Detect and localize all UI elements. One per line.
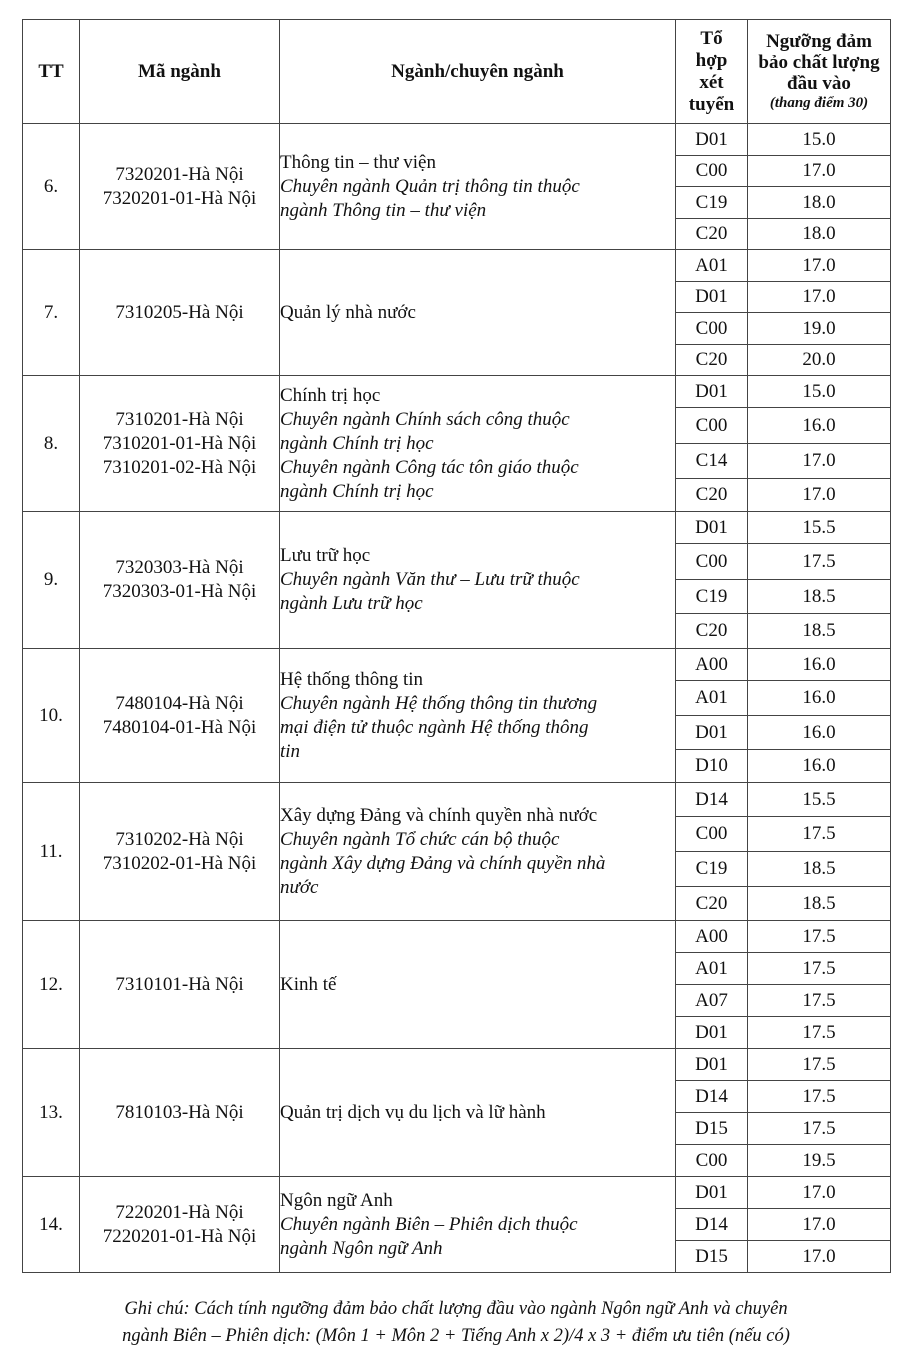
header-combo-line: xét — [699, 71, 724, 93]
threshold-score: 17.5 — [748, 1017, 891, 1049]
header-combo-line: hợp — [695, 49, 728, 71]
major-code: 7320201-Hà Nội — [115, 163, 244, 185]
subject-combination: D14 — [676, 783, 748, 817]
threshold-score: 17.5 — [748, 953, 891, 985]
header-threshold-line: đầu vào — [787, 73, 851, 94]
subject-combination: D15 — [676, 1241, 748, 1273]
subject-combination: C20 — [676, 887, 748, 921]
major-name: Hệ thống thông tin — [280, 668, 424, 690]
header-combo-line: tuyển — [688, 93, 735, 115]
table-row — [23, 250, 891, 282]
threshold-score: 18.5 — [748, 580, 891, 614]
header-code: Mã ngành — [80, 20, 280, 124]
footnote — [22, 1296, 890, 1350]
threshold-score: 17.0 — [748, 156, 891, 187]
major-code: 7320303-Hà Nội — [115, 557, 244, 578]
major-name: Quản trị dịch vụ du lịch và lữ hành — [280, 1101, 546, 1123]
specialization-line: Chuyên ngành Chính sách công thuộc — [280, 408, 570, 430]
threshold-score: 17.5 — [748, 1081, 891, 1113]
threshold-score: 18.5 — [748, 887, 891, 921]
threshold-score: 16.0 — [748, 649, 891, 681]
major-code: 7320303-01-Hà Nội — [102, 581, 257, 602]
table-row — [23, 649, 891, 681]
major-code: 7310205-Hà Nội — [115, 301, 244, 323]
row-number: 10. — [23, 649, 80, 783]
threshold-score: 17.0 — [748, 1209, 891, 1241]
header-combo-line: Tổ — [700, 27, 723, 49]
subject-combination: A07 — [676, 985, 748, 1017]
major-code: 7310202-Hà Nội — [115, 828, 244, 850]
major-code-cell — [80, 1177, 280, 1273]
row-number: 7. — [23, 250, 80, 376]
major-code: 7310201-01-Hà Nội — [102, 432, 257, 454]
subject-combination: D15 — [676, 1113, 748, 1145]
major-name: Chính trị học — [280, 384, 381, 406]
specialization-line: Chuyên ngành Tổ chức cán bộ thuộc — [280, 828, 560, 850]
specialization-line: ngành Chính trị học — [280, 432, 434, 454]
subject-combination: A01 — [676, 953, 748, 985]
specialization-line: Chuyên ngành Văn thư – Lưu trữ thuộc — [280, 569, 580, 590]
threshold-score: 18.5 — [748, 852, 891, 887]
row-number: 11. — [23, 783, 80, 921]
subject-combination: C19 — [676, 852, 748, 887]
row-number: 8. — [23, 376, 80, 512]
subject-combination: D14 — [676, 1081, 748, 1113]
major-code: 7310201-Hà Nội — [115, 408, 244, 430]
major-name-cell — [280, 376, 676, 512]
table-row — [23, 921, 891, 953]
threshold-score: 15.0 — [748, 376, 891, 408]
major-code: 7220201-Hà Nội — [115, 1201, 244, 1223]
threshold-score: 15.5 — [748, 783, 891, 817]
subject-combination: C00 — [676, 408, 748, 444]
threshold-score: 17.5 — [748, 817, 891, 852]
specialization-line: ngành Lưu trữ học — [280, 593, 423, 614]
table-body — [23, 124, 891, 1273]
major-code: 7310202-01-Hà Nội — [102, 852, 257, 874]
subject-combination: D01 — [676, 1017, 748, 1049]
major-name: Thông tin – thư viện — [280, 151, 436, 173]
table-row — [23, 376, 891, 408]
threshold-score: 15.5 — [748, 512, 891, 544]
header-tt: TT — [23, 20, 80, 124]
subject-combination: A00 — [676, 649, 748, 681]
subject-combination: D01 — [676, 1049, 748, 1081]
threshold-score: 16.0 — [748, 681, 891, 716]
threshold-score: 17.0 — [748, 1177, 891, 1209]
threshold-score: 19.5 — [748, 1145, 891, 1177]
header-name: Ngành/chuyên ngành — [280, 20, 676, 124]
major-code: 7320201-01-Hà Nội — [102, 187, 257, 209]
header-threshold-scale: (thang điểm 30) — [769, 95, 869, 111]
subject-combination: C20 — [676, 219, 748, 250]
major-name: Ngôn ngữ Anh — [280, 1189, 393, 1211]
threshold-score: 18.5 — [748, 614, 891, 649]
specialization-line: nước — [280, 876, 319, 898]
row-number: 6. — [23, 124, 80, 250]
major-name-cell — [280, 921, 676, 1049]
row-number: 13. — [23, 1049, 80, 1177]
threshold-score: 17.5 — [748, 1049, 891, 1081]
threshold-score: 17.0 — [748, 479, 891, 512]
major-name-cell — [280, 512, 676, 649]
header-threshold-line: Ngưỡng đảm — [766, 31, 872, 52]
threshold-score: 20.0 — [748, 345, 891, 376]
threshold-score: 17.0 — [748, 250, 891, 282]
major-code-cell — [80, 376, 280, 512]
subject-combination: C20 — [676, 479, 748, 512]
row-number: 9. — [23, 512, 80, 649]
table-row — [23, 512, 891, 544]
table-row — [23, 783, 891, 817]
major-name-cell — [280, 124, 676, 250]
specialization-line: mại điện tử thuộc ngành Hệ thống thông — [280, 716, 589, 738]
subject-combination: D01 — [676, 716, 748, 750]
major-name-cell — [280, 1049, 676, 1177]
header-threshold — [748, 20, 891, 124]
major-code-cell — [80, 649, 280, 783]
specialization-line: Chuyên ngành Quản trị thông tin thuộc — [280, 175, 580, 197]
header-threshold-line: bảo chất lượng — [758, 52, 880, 73]
subject-combination: C00 — [676, 313, 748, 345]
major-name: Kinh tế — [280, 973, 337, 995]
major-code-cell — [80, 250, 280, 376]
specialization-line: Chuyên ngành Hệ thống thông tin thương — [280, 692, 598, 714]
threshold-score: 17.5 — [748, 544, 891, 580]
subject-combination: C00 — [676, 156, 748, 187]
specialization-line: Chuyên ngành Biên – Phiên dịch thuộc — [280, 1213, 578, 1235]
subject-combination: A01 — [676, 681, 748, 716]
subject-combination: C19 — [676, 580, 748, 614]
subject-combination: D01 — [676, 282, 748, 313]
subject-combination: D01 — [676, 512, 748, 544]
threshold-score: 16.0 — [748, 750, 891, 783]
table-row — [23, 1177, 891, 1209]
threshold-score: 17.0 — [748, 282, 891, 313]
threshold-score: 19.0 — [748, 313, 891, 345]
threshold-score: 18.0 — [748, 219, 891, 250]
major-code: 7220201-01-Hà Nội — [102, 1225, 257, 1247]
major-code-cell — [80, 783, 280, 921]
major-code: 7810103-Hà Nội — [115, 1101, 244, 1123]
table-row — [23, 1049, 891, 1081]
threshold-score: 16.0 — [748, 408, 891, 444]
subject-combination: C19 — [676, 187, 748, 219]
subject-combination: D14 — [676, 1209, 748, 1241]
row-number: 12. — [23, 921, 80, 1049]
major-code-cell — [80, 124, 280, 250]
major-name-cell — [280, 250, 676, 376]
major-code-cell — [80, 921, 280, 1049]
threshold-score: 17.5 — [748, 985, 891, 1017]
subject-combination: C20 — [676, 345, 748, 376]
major-name-cell — [280, 783, 676, 921]
header-combo — [676, 20, 748, 124]
specialization-line: ngành Ngôn ngữ Anh — [280, 1237, 443, 1259]
specialization-line: Chuyên ngành Công tác tôn giáo thuộc — [280, 456, 579, 478]
subject-combination: C00 — [676, 817, 748, 852]
specialization-line: ngành Chính trị học — [280, 480, 434, 502]
subject-combination: D10 — [676, 750, 748, 783]
subject-combination: C20 — [676, 614, 748, 649]
subject-combination: C14 — [676, 444, 748, 479]
threshold-score: 18.0 — [748, 187, 891, 219]
subject-combination: A00 — [676, 921, 748, 953]
specialization-line: ngành Thông tin – thư viện — [280, 199, 487, 221]
table-header-row — [23, 20, 891, 124]
subject-combination: A01 — [676, 250, 748, 282]
major-code: 7480104-Hà Nội — [115, 692, 244, 714]
threshold-score: 17.0 — [748, 1241, 891, 1273]
subject-combination: C00 — [676, 544, 748, 580]
threshold-score: 17.5 — [748, 1113, 891, 1145]
major-name-cell — [280, 1177, 676, 1273]
subject-combination: C00 — [676, 1145, 748, 1177]
admission-threshold-table — [22, 19, 891, 1273]
major-code: 7310201-02-Hà Nội — [102, 456, 257, 478]
threshold-score: 16.0 — [748, 716, 891, 750]
threshold-score: 17.0 — [748, 444, 891, 479]
footnote-line: ngành Biên – Phiên dịch: (Môn 1 + Môn 2 + Tiếng Anh x 2)/4 x 3 + điểm ưu tiên (nếu có) — [122, 1326, 790, 1346]
major-name-cell — [280, 649, 676, 783]
table-row — [23, 124, 891, 156]
specialization-line: tin — [280, 740, 301, 762]
major-code-cell — [80, 512, 280, 649]
major-name: Xây dựng Đảng và chính quyền nhà nước — [280, 804, 598, 826]
threshold-score: 15.0 — [748, 124, 891, 156]
major-code: 7480104-01-Hà Nội — [102, 716, 257, 738]
major-code-cell — [80, 1049, 280, 1177]
subject-combination: D01 — [676, 124, 748, 156]
major-code: 7310101-Hà Nội — [115, 973, 244, 995]
major-name: Quản lý nhà nước — [280, 301, 416, 323]
subject-combination: D01 — [676, 1177, 748, 1209]
major-name: Lưu trữ học — [280, 545, 371, 566]
row-number: 14. — [23, 1177, 80, 1273]
threshold-score: 17.5 — [748, 921, 891, 953]
subject-combination: D01 — [676, 376, 748, 408]
specialization-line: ngành Xây dựng Đảng và chính quyền nhà — [280, 852, 606, 874]
footnote-line: Ghi chú: Cách tính ngưỡng đảm bảo chất lượng đầu vào ngành Ngôn ngữ Anh và chuyên — [124, 1299, 788, 1319]
